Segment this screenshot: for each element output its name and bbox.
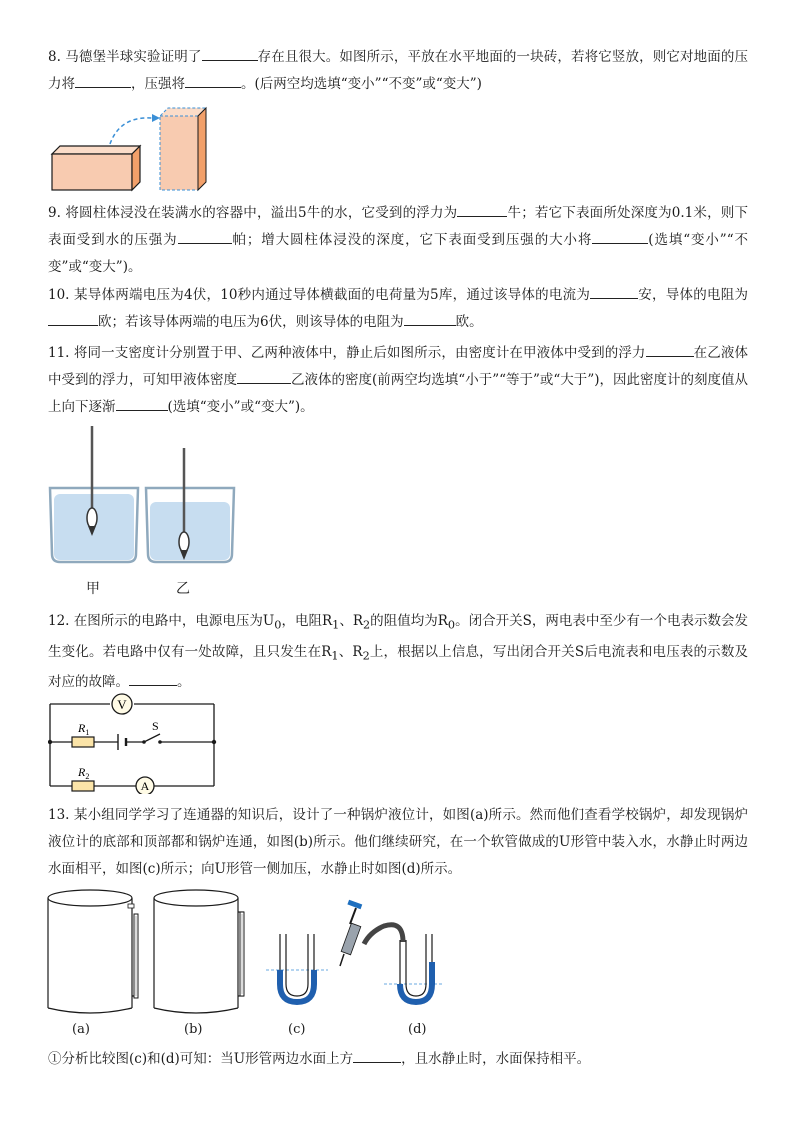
q12-text: 、R bbox=[339, 613, 363, 629]
caption-a: (a) bbox=[72, 1022, 90, 1037]
circuit-figure bbox=[48, 690, 218, 794]
r1-main: R bbox=[78, 721, 86, 735]
q10-text: 欧；若该导体两端的电压为6伏，则该导体的电阻为 bbox=[98, 314, 404, 330]
flat-brick-top bbox=[52, 146, 140, 154]
q9-text: 帕；增大圆柱体浸没的深度，它下表面受到压强的大小将 bbox=[231, 232, 593, 248]
q11-text: 11. 将同一支密度计分别置于甲、乙两种液体中，静止后如图所示，由密度计在甲液体中受到的浮力 bbox=[48, 345, 646, 361]
r1-sub: 1 bbox=[85, 728, 90, 737]
hose bbox=[364, 925, 403, 944]
q9-text: 牛；若它下表面所处深度为0.1米，则下表面受到水的压强为 bbox=[48, 205, 748, 248]
answer-blank[interactable] bbox=[404, 311, 456, 326]
label-jia: 甲 bbox=[86, 581, 100, 597]
answer-blank[interactable] bbox=[202, 46, 258, 61]
hydrometer-figure bbox=[48, 426, 238, 566]
resistor-r1 bbox=[72, 737, 94, 747]
flat-brick-front bbox=[52, 154, 132, 190]
boiler-a bbox=[48, 890, 138, 1013]
junction-dot bbox=[212, 740, 216, 744]
q12-text: 12. 在图所示的电路中，电源电压为U bbox=[48, 613, 275, 629]
liquid-yi bbox=[150, 502, 230, 560]
switch-lever bbox=[144, 734, 160, 742]
question-11 bbox=[48, 340, 748, 421]
r2-sub: 2 bbox=[85, 772, 90, 781]
question-10 bbox=[48, 282, 748, 336]
q8-text: 存在且很大。如图所示，平放在水平地面的一块砖，若将它竖放，则它对地面的压力将 bbox=[48, 49, 749, 92]
q12-text: 。 bbox=[177, 674, 191, 691]
q12-text: 上，根据以上信息，写出闭合开关S后电流表和电压表的示数及对应的故障。 bbox=[48, 643, 748, 691]
rotate-arrow bbox=[110, 118, 152, 144]
q12-text: 的阻值均为R bbox=[370, 613, 448, 629]
r2-label bbox=[77, 765, 89, 781]
standing-brick-side bbox=[198, 108, 206, 190]
q13-sub1-text: ，且水静止时，水面保持相平。 bbox=[401, 1051, 591, 1067]
caption-c: (c) bbox=[288, 1022, 306, 1037]
subscript: 0 bbox=[447, 618, 456, 632]
ammeter-label: A bbox=[140, 779, 150, 793]
answer-blank[interactable] bbox=[129, 671, 177, 686]
answer-blank[interactable] bbox=[185, 73, 241, 88]
switch-label: S bbox=[152, 719, 159, 733]
q11-text: 乙液体的密度(前两空均选填“小于”“等于”或“大于”)，因此密度计的刻度值从上向下逐渐 bbox=[48, 372, 748, 415]
pump-handle-icon bbox=[347, 900, 362, 909]
hydrometer-jia-bulb bbox=[87, 508, 97, 528]
q11-text: 在乙液体中受到的浮力，可知甲液体密度 bbox=[48, 345, 749, 388]
answer-blank[interactable] bbox=[116, 396, 168, 411]
hydrometer-yi-bulb bbox=[179, 532, 189, 552]
caption-b: (b) bbox=[184, 1022, 203, 1037]
q12-text: 。闭合开关S，两电表中至少有一个电表示数会发生变化。若电路中仅有一处故障，且只发生在R bbox=[48, 613, 748, 660]
q8-text: 。(后两空均选填“变小”“不变”或“变大”) bbox=[241, 76, 482, 92]
r2-main: R bbox=[78, 765, 86, 779]
answer-blank[interactable] bbox=[592, 229, 648, 244]
pump-rod bbox=[350, 908, 356, 924]
answer-blank[interactable] bbox=[353, 1048, 401, 1063]
answer-blank[interactable] bbox=[457, 202, 507, 217]
caption-d: (d) bbox=[408, 1022, 427, 1037]
q10-text: 10. 某导体两端电压为4伏，10秒内通过导体横截面的电荷量为5库，通过该导体的电流为 bbox=[48, 287, 591, 303]
boiler-figures bbox=[44, 884, 464, 1020]
answer-blank[interactable] bbox=[646, 342, 694, 357]
question-12 bbox=[48, 608, 748, 696]
q9-text: (选填“变小”“不变”或“变大”)。 bbox=[48, 232, 749, 275]
voltmeter-label: V bbox=[117, 697, 127, 712]
switch-contact bbox=[158, 740, 162, 744]
answer-blank[interactable] bbox=[178, 229, 232, 244]
answer-blank[interactable] bbox=[590, 284, 638, 299]
question-13 bbox=[48, 802, 748, 883]
resistor-r2 bbox=[72, 781, 94, 791]
question-9 bbox=[48, 200, 748, 281]
subscript: 1 bbox=[331, 649, 339, 663]
label-yi: 乙 bbox=[176, 581, 190, 597]
subscript: 0 bbox=[274, 618, 282, 632]
u-tube-d bbox=[340, 900, 444, 1002]
q10-text: 欧。 bbox=[455, 314, 483, 330]
q12-text: 、R bbox=[338, 643, 363, 660]
pump-body bbox=[341, 923, 361, 955]
q13-sub1-text: ①分析比较图(c)和(d)可知：当U形管两边水面上方 bbox=[48, 1051, 354, 1067]
subscript: 2 bbox=[363, 618, 371, 632]
q9-text: 9. 将圆柱体浸没在装满水的容器中，溢出5牛的水，它受到的浮力为 bbox=[48, 205, 458, 221]
q8-text: 8. 马德堡半球实验证明了 bbox=[48, 49, 202, 65]
q13-text: 13. 某小组同学学习了连通器的知识后，设计了一种锅炉液位计，如图(a)所示。然而他们查看学校锅炉，却发现锅炉液位计的底部和顶部都和锅炉连通，如图(b)所示。他们继续研究，在一个软管做成的U形管中装入水，水静止时两边水面相平，如图(c)所示；向U形管一侧加压，水静止时如图(d)所示。 bbox=[48, 807, 748, 877]
standing-brick-front bbox=[160, 116, 198, 190]
q11-text: (选填“变小”或“变大”)。 bbox=[167, 399, 314, 415]
q8-text: ，压强将 bbox=[131, 76, 185, 92]
answer-blank[interactable] bbox=[237, 369, 291, 384]
answer-blank[interactable] bbox=[48, 311, 98, 326]
u-tube-c bbox=[266, 934, 328, 1002]
beaker-jia bbox=[50, 426, 138, 562]
beaker-yi bbox=[146, 448, 234, 562]
subscript: 2 bbox=[362, 649, 370, 663]
question-13-sub1 bbox=[48, 1046, 748, 1073]
q10-text: 安，导体的电阻为 bbox=[638, 287, 748, 303]
pump-nozzle bbox=[340, 954, 344, 966]
junction-dot bbox=[48, 740, 52, 744]
question-8 bbox=[48, 44, 748, 98]
arrow-head-icon bbox=[152, 114, 160, 122]
answer-blank[interactable] bbox=[75, 73, 131, 88]
subscript: 1 bbox=[332, 618, 340, 632]
r1-label bbox=[77, 721, 89, 737]
brick-figure bbox=[48, 104, 218, 196]
q12-text: ，电阻R bbox=[281, 613, 333, 629]
boiler-b bbox=[154, 890, 244, 1013]
flat-brick-side bbox=[132, 146, 140, 190]
